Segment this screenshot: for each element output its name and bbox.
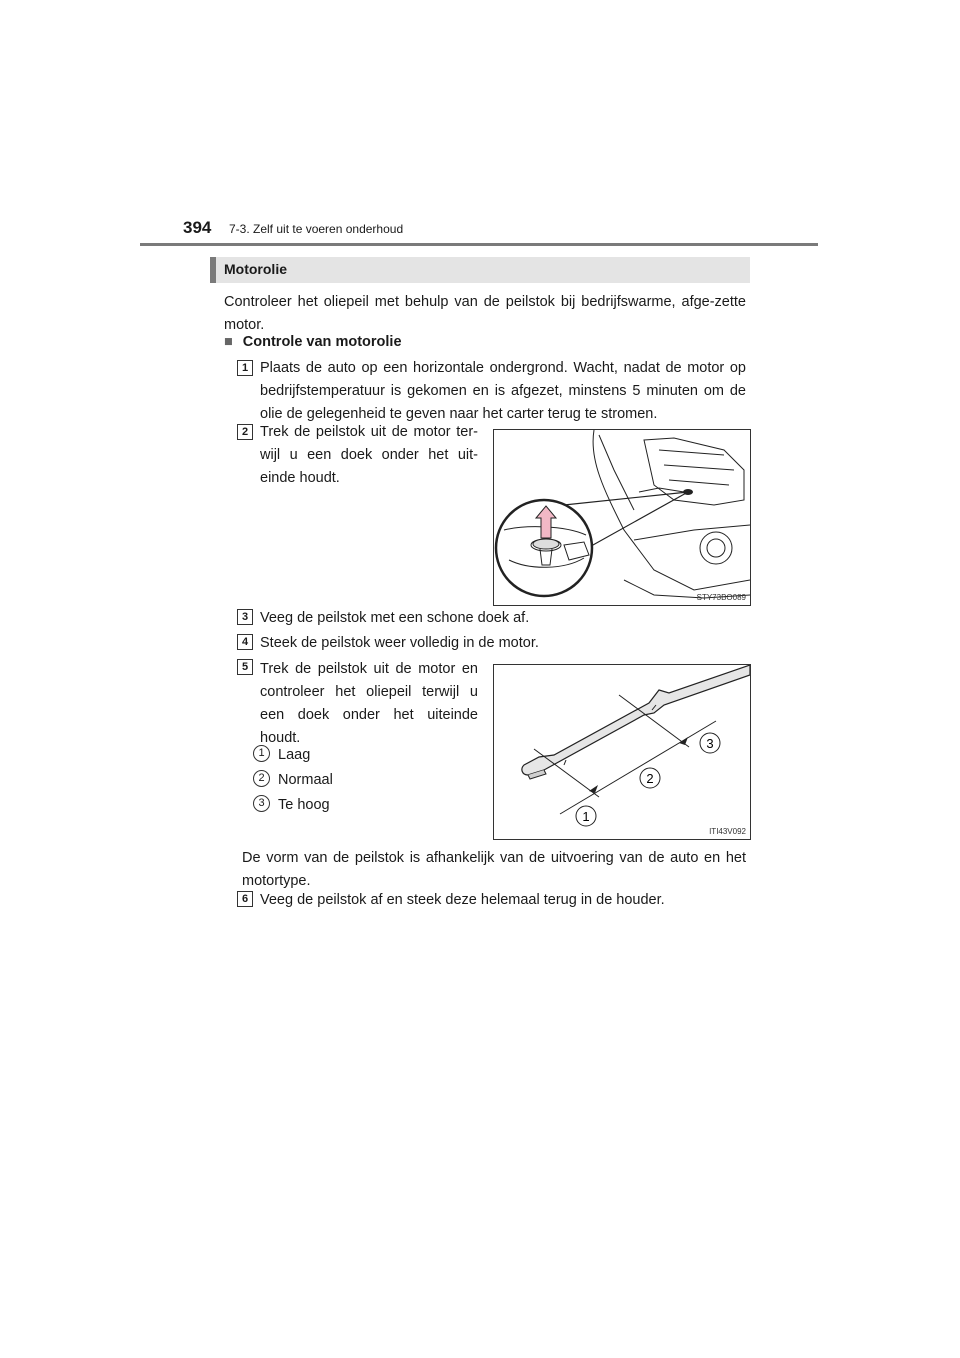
subheading <box>224 334 402 350</box>
dipstick-label-2: 2 <box>646 771 654 786</box>
dipstick-label-1: 1 <box>582 809 590 824</box>
step-number-1: 1 <box>237 360 253 376</box>
step-number-4: 4 <box>237 634 253 650</box>
dipstick-label-3: 3 <box>706 736 714 751</box>
step-text-1: Plaats de auto op een horizontale ondergrond. Wacht, nadat de motor op bedrijfstemperatuur is gekomen en is afgezet, minstens 5 minuten om de olie de gelegenheid te geven naar het carter terug te stromen. <box>260 360 746 422</box>
legend-number-2: 2 <box>253 770 270 787</box>
chapter-title: 7-3. Zelf uit te voeren onderhoud <box>229 222 404 236</box>
legend-number-3: 3 <box>253 795 270 812</box>
step-text-2: Trek de peilstok uit de motor ter-wijl u een doek onder het uit-einde houdt. <box>260 424 478 486</box>
engine-drawing <box>494 430 750 605</box>
dipstick-drawing <box>494 665 750 839</box>
step-number-5: 5 <box>237 659 253 675</box>
header-rule <box>140 243 818 246</box>
step-text-3: Veeg de peilstok met een schone doek af. <box>260 610 530 626</box>
legend-label-low: Laag <box>278 747 311 763</box>
figure-code-engine: STY73BO089 <box>696 593 746 602</box>
section-bar <box>210 257 750 283</box>
step-text-5: Trek de peilstok uit de motor en controleer het oliepeil terwijl u een doek onder het uiteinde houdt. <box>260 661 478 746</box>
step-number-2: 2 <box>237 424 253 440</box>
dipstick-illustration <box>493 664 751 840</box>
engine-illustration <box>493 429 751 606</box>
step-text-4: Steek de peilstok weer volledig in de motor. <box>260 635 539 651</box>
section-title: Motorolie <box>224 261 287 277</box>
step-number-3: 3 <box>237 609 253 625</box>
intro-paragraph: Controleer het oliepeil met behulp van de peilstok bij bedrijfswarme, afge-zette motor. <box>224 294 746 333</box>
step-text-6: Veeg de peilstok af en steek deze helemaal terug in de houder. <box>260 892 665 908</box>
legend-number-1: 1 <box>253 745 270 762</box>
legend-label-normal: Normaal <box>278 772 333 788</box>
page-number: 394 <box>183 218 212 237</box>
subheading-text: Controle van motorolie <box>242 334 402 350</box>
legend-label-high: Te hoog <box>278 797 330 813</box>
step-number-6: 6 <box>237 891 253 907</box>
square-bullet-icon: ■ <box>224 334 233 350</box>
note-paragraph: De vorm van de peilstok is afhankelijk van de uitvoering van de auto en het motortype. <box>242 850 746 889</box>
figure-code-dipstick: ITI43V092 <box>709 827 746 836</box>
